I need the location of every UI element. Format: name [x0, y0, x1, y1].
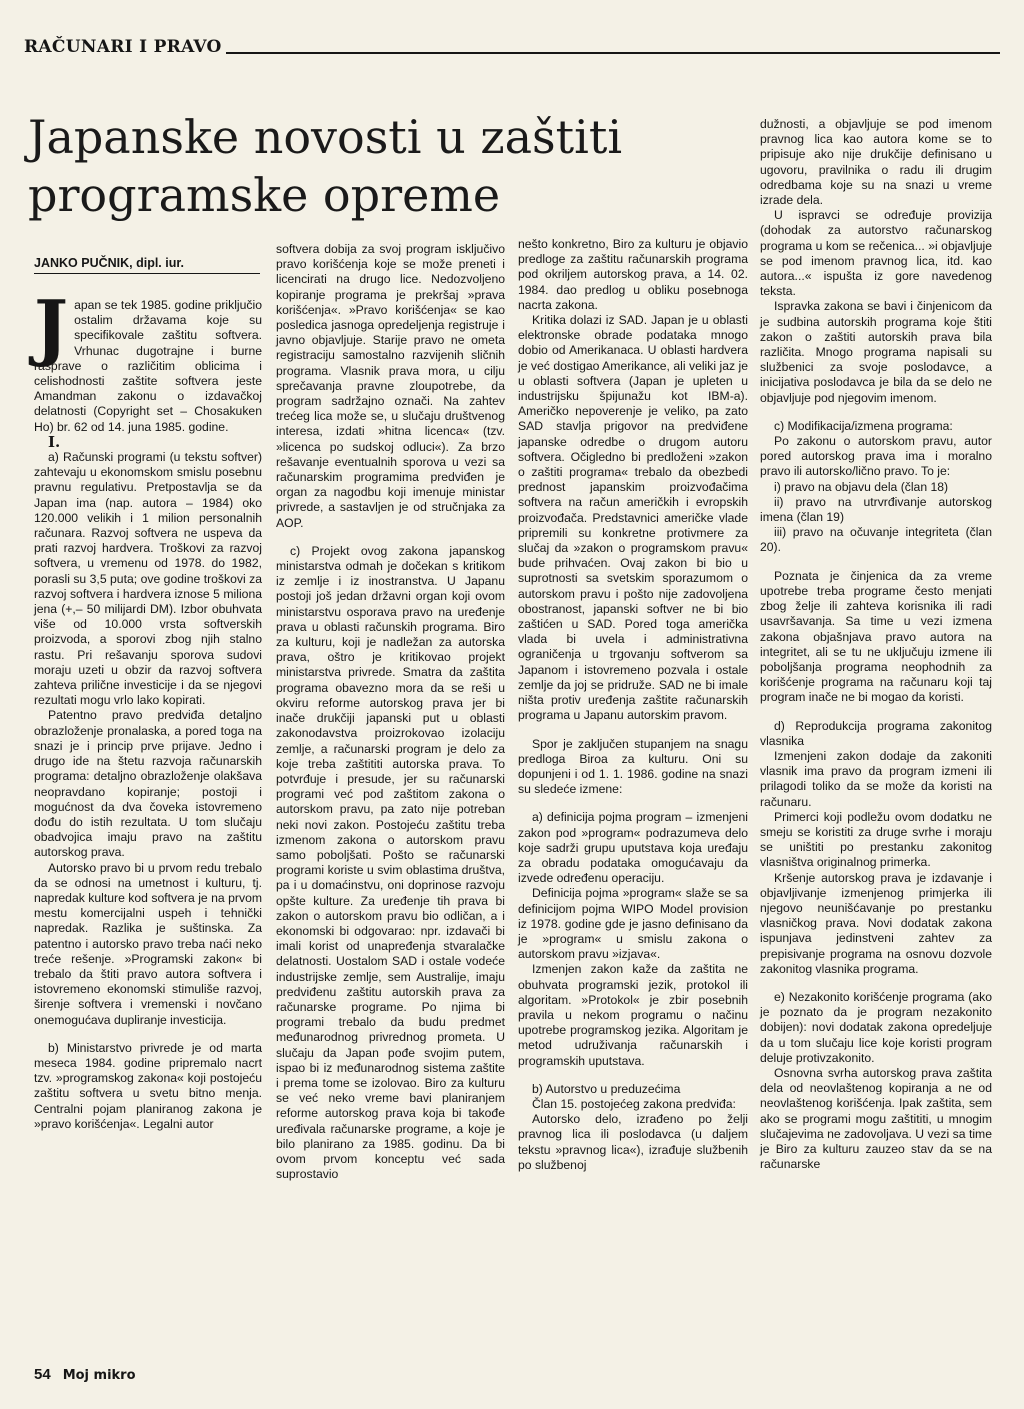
paragraph: [34, 284, 262, 435]
section-header: [24, 34, 1000, 56]
title-line-2: programske opreme: [28, 168, 501, 222]
subheading: c) Modifikacija/izmena programa:: [774, 418, 953, 433]
header-rule: [226, 52, 1000, 54]
paragraph: Spor je zaključen stupanjem na snagu predloga Biroa za kulturu. Oni su dopunjeni i od 1. 1. 1986. godine na snazi su sledeće izmene:: [518, 736, 748, 797]
paragraph: Ispravka zakona se bavi i činjenicom da je sudbina autorskih programa koje štiti zakon o zaštiti autorskih prava bila različita. Mnogo programa napisali su službenici za svoje poslodavce, a inicijativa poslodavca je bila da se delo ne objavljuje pod njegovim imenom.: [760, 299, 992, 405]
drop-cap: J: [34, 284, 69, 369]
section-numeral: I.: [48, 432, 61, 451]
column-2: [276, 242, 505, 1182]
paragraph: Član 15. postojećeg zakona predviđa:: [532, 1096, 736, 1111]
paragraph: Autorsko delo, izrađeno po želji pravnog lica ili poslodavca (u daljem tekstu »pravnog lica«), izrađuje službenih po službenoj: [518, 1112, 748, 1172]
paragraph: Poznata je činjenica da za vreme upotrebe treba programe često menjati zbog želje ili zahteva korisnika ili radi usavršavanja. Sa time u vezi izmena zakona objašnjava pravo autora na integritet, ali se tu ne uključuju izmene ili poboljšanja programa neophodnih za korišćenje programa na računaru koji taj program inače ne bi mogao da koristi.: [760, 568, 992, 705]
author-byline: JANKO PUČNIK, dipl. iur.: [34, 256, 260, 274]
paragraph: Osnovna svrha autorskog prava zaštita dela od neovlaštenog kopiranja a ne od neovlaštenog korišćenja. Ipak zaštita, sem ako se programi mogu zaštititi, u mnogim slučajevima ne zadovoljava. U vezi sa time je Biro za kulturu zauzeo stav da se na računarske: [760, 1065, 992, 1172]
magazine-name: Moj mikro: [62, 1368, 136, 1383]
subheading: d) Reprodukcija programa zakonitog vlasnika: [760, 718, 992, 748]
column-3: [518, 237, 748, 1173]
page-footer: [34, 1366, 136, 1383]
column-1: [34, 284, 262, 1132]
column-4: [760, 117, 992, 1172]
paragraph: Patentno pravo predviđa detaljno obrazloženje pronalaska, a pored toga na snazi je i princip prve prijave. Jedno i drugo ide na štetu razvoja računarskih programa: detaljno obrazloženje olakšava neopravdano kopiranje; postoji i mogućnost da dva čoveka istovremeno dođu do istih rezultata. U tom slučaju obadvojica imaju pravo na zaštitu autorskog prava.: [34, 708, 262, 860]
paragraph: b) Ministarstvo privrede je od marta meseca 1984. godine pripremalo nacrt tzv. »programskog zakona« koji postojeću zaštitu softvera u svetu bitno menja. Centralni pojam planiranog zakona je »pravo korišćenja«. Legalni autor: [34, 1040, 262, 1131]
article-title: [28, 108, 748, 224]
list-item: ii) pravo na utrvrđivanje autorskog imena (član 19): [760, 494, 992, 525]
paragraph: Izmenjen zakon kaže da zaštita ne obuhvata programski jezik, protokol ili algoritam. »Protokol« je zbir posebnih pravila u nekom programu o načinu upotrebe programskog jezika. Algoritam je metod udruživanja računarskih i programskih uputstava.: [518, 962, 748, 1068]
page-number: 54: [34, 1366, 51, 1383]
paragraph: Kršenje autorskog prava je izdavanje i objavljivanje izmenjenog primjerka ili njegovo neunišćavanje po prestanku vlasničkog prava. Novi dodatak zakona ispunjava jedinstveni zahtev za prepisivanje programa na osnovu dozvole zakonitog vlasnika programa.: [760, 870, 992, 976]
paragraph: Kritika dolazi iz SAD. Japan je u oblasti elektronske obrade podataka mnogo dobio od Amerikanaca. U oblasti hardvera je već dostigao Amerikance, ali veliki jaz je u oblasti softvera (Japan je upleten u industrijsku špijunažu kot IBM-a). Američko nepoverenje je veliko, pa zato SAD stavlja prigovor na predviđene japanske odredbe o drugom autoru softvera. Očigledno bi predloženi »zakon o zaštiti programa« trebalo da obezbedi prednost japanskim proizvođačima softvera na račun američkih i evropskih proizvođača. Predstavnici američke vlade pripremili su konkretne protivmere za slučaj da »zakon o programskom pravu« bude prihvaćen. Ovaj zakon bi bio u suprotnosti sa svetskim sporazumom o autorskom pravu i pošto nije zadovoljena obostranost, japanski softver ne bi bio zaštićen u SAD. Pored toga američka vlada bi uvela i administrativna ograničenja u trgovanju softverom sa Japanom i istovremeno pozvala i ostale zemlje da joj se pridruže. SAD ne bi imale ništa protiv uređenja zaštite računarskih programa u Japanu autorskim pravom.: [518, 313, 748, 723]
paragraph: softvera dobija za svoj program isključivo pravo korišćenja koje se može preneti i licencirati na drugo lice. Nedozvoljeno kopiranje programa je prekršaj »prava korišćenja«. »Pravo korišćenja« se kao posledica jasnoga opredeljenja registruje i javno objavljuje. Starije pravo ne ometa registraciju samostalno razvijenih sličnih programa. Vlasnik prava mora, u cilju sprečavanja pravne zloupotrebe, da program sadržajno označi. Na zahtev trećeg lica može se, u slučaju društvenog interesa, izdati »hitna licenca« (tzv. »licenca po sudskoj odluci«). Za brzo rešavanje eventualnih sporova u vezi sa računarskim programima predviđen je organ za nagodbu koji imenuje ministar privrede, a sastavljen je od stručnjaka za AOP.: [276, 242, 505, 530]
paragraph: Po zakonu o autorskom pravu, autor pored autorskog prava ima i moralno pravo ili autorsko/lično pravo. To je:: [760, 434, 992, 479]
paragraph: Autorsko pravo bi u prvom redu trebalo da se odnosi na umetnost i kulturu, tj. napredak kulture kod softvera je na prvom mestu komercijalni uspeh i tehnički napredak. Razlika je suštinska. Za patentno i autorsko pravo treba naći neko treće rešenje. »Programski zakon« bi trebalo da štiti pravo autora softvera i istovremeno ekonomski stimuliše razvoj, širenje softvera i vremenski i novčano onemogućava dupliranje investicija.: [34, 860, 262, 1027]
paragraph: Definicija pojma »program« slaže se sa definicijom pojma WIPO Model provision iz 1978. godine gde je jasno definisano da je »program« u smislu zakona o autorskom pravu »izjava«.: [518, 886, 748, 962]
subheading: b) Autorstvo u preduzećima: [532, 1081, 681, 1096]
paragraph: a) definicija pojma program – izmenjeni zakon pod »program« podrazumeva delo koje sadrži grupu uputstava koja uređaju za obradu podataka omogućavaju da izvede određenu operaciju.: [518, 810, 748, 886]
paragraph: dužnosti, a objavljuje se pod imenom pravnog lica kao autora kome se to pripisuje ako nije drukčije definisano u ugovoru, pravilnika o radu ili drugim odredbama koje su na snazi u vreme izrade dela.: [760, 117, 992, 208]
paragraph: nešto konkretno, Biro za kulturu je objavio predloge za zaštitu računarskih programa pod okriljem autorskog prava, a 14. 02. 1984. dao predlog u obliku posebnoga nacrta zakona.: [518, 237, 748, 312]
section-label: RAČUNARI I PRAVO: [24, 37, 222, 57]
paragraph: U ispravci se određuje provizija (dohodak za autorstvo računarskog programa u kom se rečenica... »i objavljuje se pod imenom pravnog lica, itd. kao autora...« ispušta iz gore navedenog teksta.: [760, 208, 992, 299]
lead-text: apan se tek 1985. godine priključio ostalim državama koje su specifikovale zaštitu softvera. Vrhunac dugotrajne i burne rasprave o različitim oblicima i celishodnosti zaštite softvera jeste Amandman zakonu o izdavačkoj delatnosti (Copyright set – Chosakuken Ho) br. 62 od 14. juna 1985. godine.: [34, 298, 262, 434]
paragraph: a) Računski programi (u tekstu softver) zahtevaju u ekonomskom smislu posebnu pravnu regulativu. Pretpostavlja se da Japan ima (nap. autora – 1984) oko 120.000 velikih i 1 milion personalnih računara. Razvoj softvera ne uspeva da prati razvoj hardvera. Troškovi za razvoj softvera, u vremenu od 1978. do 1982, porasli su 3,5 puta; ove godine troškovi za razvoj softvera i hardvera iznose 5 miliona jena (+,– 50 milijardi DM). Izbor obuhvata više od 10.000 vrsta softverskih proizvoda, a sporovi zbog njih stalno rastu. Pri rešavanju sporova sudovi moraju uzeti u obzir da razvoj softvera zahteva prilične investicije i da se njegovi rezultati mogu vrlo lako kopirati.: [34, 450, 262, 708]
paragraph: Izmenjeni zakon dodaje da zakoniti vlasnik ima pravo da program izmeni ili prilagodi toliko da se može da koristi na računaru.: [760, 748, 992, 809]
title-line-1: Japanske novosti u zaštiti: [28, 110, 623, 164]
subheading: e) Nezakonito korišćenje programa (ako je poznato da je program nezakonito dobijen): novi dodatak zakona opredeljuje da u tom slučaju lice koje koristi program deluje protivzakonito.: [760, 989, 992, 1065]
paragraph: Primerci koji podležu ovom dodatku ne smeju se koristiti za druge svrhe i moraju se uništiti po prestanku zakonitog vlasništva originalnog primerka.: [760, 809, 992, 870]
list-item: i) pravo na objavu dela (član 18): [774, 479, 949, 494]
list-item: iii) pravo na očuvanje integriteta (član 20).: [760, 525, 992, 555]
paragraph: c) Projekt ovog zakona japanskog ministarstva odmah je dočekan s kritikom iz zemlje i iz inostranstva. U Japanu postoji još jedan državni organ koji ovom ministarstvu osporava pravo na uređenje prava u oblasti računskih programa. Biro za kulturu, koji je nadležan za autorska prava, oštro je kritikovao projekt ministarstva privrede. Smatra da zaštita programa obavezno mora da se reši u okviru reforme autorskog prava jer bi inače drukčiji japanski put u oblasti zakonodavstva proizrokovao izolaciju zemlje, a računarski program je delo za koje treba zaštititi autorska prava. To potvrđuje i presude, jer su računarski programi već pod zaštitom zakona o autorskom pravu, pa zato nije potreban neki novi zakon. Postojeću zaštitu treba izmenom zakona o autorskom pravu samo poboljšati. Pošto se računarski programi koriste u svim oblastima društva, pa i u domaćinstvu, oni doprinose razvoju opšte kulture. Za uređenje tih prava bi zakon o autorskom pravu bio odličan, a i ekonomski bi odgovarao: npr. izdavači bi imali korist od unapređenja stvaralačke delatnosti. Uostalom SAD i ostale vodeće industrijske zemlje, sem Australije, imaju predviđenu zaštitu autorskih prava za računarske programe. Po njima bi programi trebalo da budu predmet međunarodnog privrednog prometa. U slučaju da Japan pođe svojim putem, ispao bi iz međunarodnog sistema zaštite i prema tome se izolovao. Biro za kulturu se već neko vreme bavi planiranjem reforme autorskog prava koja bi takođe uređivala računarske programe, a koje je bilo planirano za 1985. godinu. Da bi ovom prvom konceptu već sada suprostavio: [276, 543, 505, 1182]
